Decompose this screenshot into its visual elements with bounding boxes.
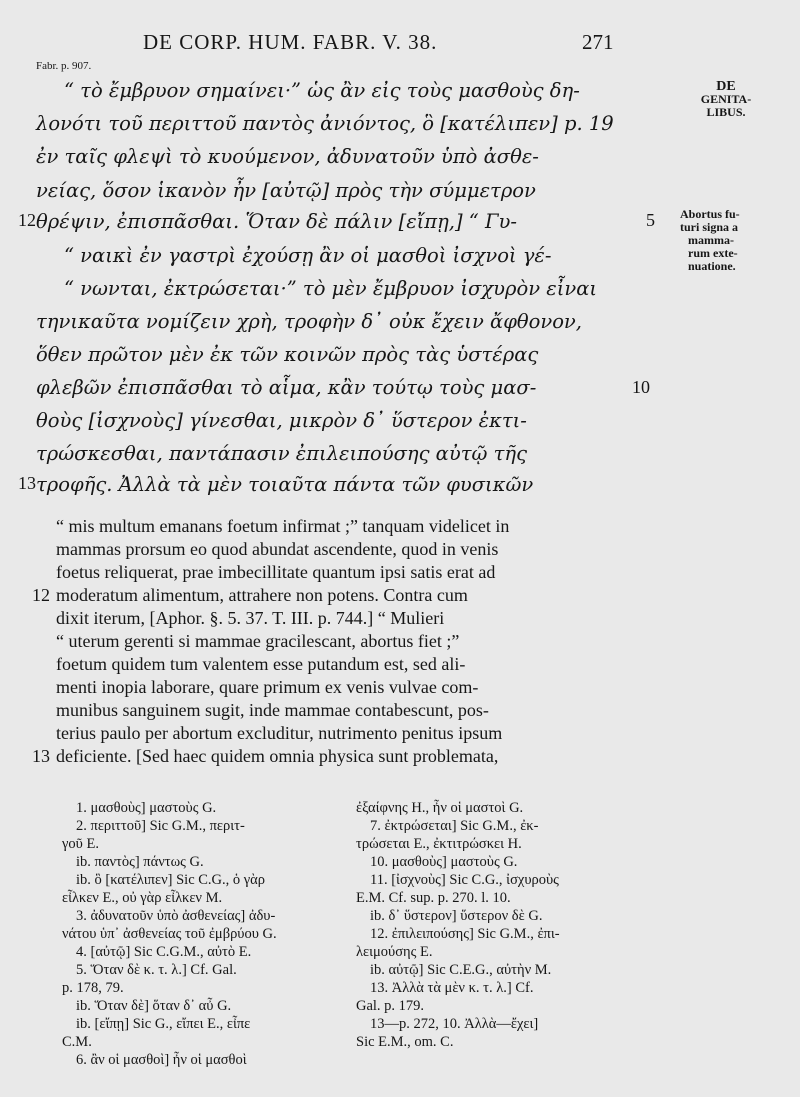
sidenote-abortus [680, 208, 740, 273]
greek-line: “ τὸ ἔμβρυον σημαίνει·” ὡς ἂν εἰς τοὺς μασθοὺς δη- [64, 79, 580, 102]
line-number: 13 [18, 473, 36, 493]
footnote-left: 3. ἀδυνατοῦν ὑπὸ ἀσθενείας] ἀδυ- [76, 908, 276, 924]
footnote-left: 6. ἂν οἱ μασθοὶ] ἦν οἱ μασθοὶ [76, 1052, 247, 1068]
sidenote-line: LIBUS. [706, 105, 746, 119]
greek-line: τρώσκεσθαι, παντάπασιν ἐπιλειπούσης αὐτῷ τῆς [36, 442, 527, 465]
latin-line: menti inopia laborare, quare primum ex venis vulvae com- [56, 677, 479, 697]
footnote-right: 7. ἐκτρώσεται] Sic G.M., ἐκ- [370, 818, 539, 834]
greek-line: ἐν ταῖς φλεψὶ τὸ κυούμενον, ἀδυνατοῦν ὑπὸ ἀσθε- [36, 145, 539, 168]
footnote-left: p. 178, 79. [62, 980, 124, 996]
footnote-right: λειμούσης E. [356, 944, 433, 960]
footnote-right: Gal. p. 179. [356, 998, 425, 1014]
sidenote-line: GENITA- [700, 92, 752, 106]
running-title: DE CORP. HUM. FABR. V. 38. [143, 30, 438, 54]
latin-line: mammas prorsum eo quod abundat ascendente, quod in venis [56, 539, 499, 559]
greek-line: τροφῆς. Ἀλλὰ τὰ μὲν τοιαῦτα πάντα τῶν φυσικῶν [36, 473, 534, 496]
sidenote-line: nuatione. [688, 259, 736, 273]
latin-line: deficiente. [Sed haec quidem omnia physica sunt problemata, [56, 746, 499, 766]
footnote-left: ib. [εἴπῃ] Sic G., εἴπει E., εἶπε [76, 1016, 251, 1032]
footnote-right: Sic E.M., om. C. [356, 1034, 454, 1050]
greek-line: θρέψιν, ἐπισπᾶσθαι. Ὅταν δὲ πάλιν [εἴπῃ,] “ Γυ- [36, 210, 517, 233]
footnote-right: 13. Ἀλλὰ τὰ μὲν κ. τ. λ.] Cf. [370, 980, 534, 996]
latin-line: moderatum alimentum, attrahere non potens. Contra cum [56, 585, 468, 605]
sidenote-line: mamma- [688, 233, 734, 247]
line-number: 12 [18, 210, 36, 230]
footnote-right: ib. αὐτῷ] Sic C.E.G., αὐτὴν M. [370, 962, 552, 978]
greek-line: “ ναικὶ ἐν γαστρὶ ἐχούσῃ ἂν οἱ μασθοὶ ἰσχνοὶ γέ- [64, 244, 552, 267]
footnote-left: ib. Ὅταν δὲ] ὅταν δ᾽ αὖ G. [76, 998, 232, 1014]
sidenote-line: rum exte- [688, 246, 738, 260]
sidenote-line: Abortus fu- [680, 207, 740, 221]
footnote-left: νάτου ὑπ᾽ ἀσθενείας τοῦ ἐμβρύου G. [62, 926, 277, 942]
latin-line: foetus reliquerat, prae imbecillitate quantum ipsi satis erat ad [56, 562, 496, 582]
footnote-right: 11. [ἰσχνοὺς] Sic C.G., ἰσχυροὺς [370, 872, 559, 888]
page-number: 271 [582, 30, 614, 54]
footnote-right: 13—p. 272, 10. Ἀλλὰ—ἔχει] [370, 1016, 539, 1032]
footnote-left: 5. Ὅταν δὲ κ. τ. λ.] Cf. Gal. [76, 962, 237, 978]
footnote-right: τρώσεται E., ἐκτιτρώσκει H. [356, 836, 522, 852]
line-number-right: 5 [646, 210, 655, 230]
footnote-left: ib. παντὸς] πάντως G. [76, 854, 204, 870]
fabr-reference: Fabr. p. 907. [36, 60, 92, 72]
greek-line: ὅθεν πρῶτον μὲν ἐκ τῶν κοινῶν πρὸς τὰς ὑστέρας [36, 343, 539, 366]
latin-line: dixit iterum, [Aphor. §. 5. 37. T. III. p. 744.] “ Mulieri [56, 608, 445, 628]
footnote-left: εἶλκεν E., οὐ γὰρ εἶλκεν M. [62, 890, 223, 906]
sidenote-de-genitalibus [686, 80, 766, 119]
greek-line: φλεβῶν ἐπισπᾶσθαι τὸ αἷμα, κἂν τούτῳ τοὺς μασ- [36, 376, 537, 399]
footnote-left: 1. μασθοὺς] μαστοὺς G. [76, 800, 217, 816]
footnote-right: 10. μασθοὺς] μαστοὺς G. [370, 854, 518, 870]
line-number: 13 [32, 746, 50, 766]
footnote-left: 4. [αὐτῷ] Sic C.G.M., αὐτὸ E. [76, 944, 252, 960]
greek-line: τηνικαῦτα νομίζειν χρὴ, τροφὴν δ᾽ οὐκ ἔχειν ἄφθονον, [36, 310, 582, 333]
footnote-right: ib. δ᾽ ὕστερον] ὕστερον δὲ G. [370, 908, 543, 924]
footnote-left: C.M. [62, 1034, 92, 1050]
footnote-left: γοῦ E. [62, 836, 99, 852]
footnote-left: ib. ὃ [κατέλιπεν] Sic C.G., ὁ γὰρ [76, 872, 266, 888]
line-number-right: 10 [632, 377, 650, 397]
footnote-right: ἐξαίφνης H., ἦν οἱ μαστοὶ G. [356, 800, 524, 816]
greek-line: νείας, ὅσον ἱκανὸν ἦν [αὐτῷ] πρὸς τὴν σύμμετρον [36, 179, 536, 202]
greek-line: λονότι τοῦ περιττοῦ παντὸς ἀνιόντος, ὃ [κατέλιπεν] p. 19 [36, 112, 614, 135]
footnote-right: E.M. Cf. sup. p. 270. l. 10. [356, 890, 511, 906]
greek-line: “ νωνται, ἐκτρώσεται·” τὸ μὲν ἔμβρυον ἰσχυρὸν εἶναι [64, 277, 598, 300]
latin-line: “ mis multum emanans foetum infirmat ;” tanquam videlicet in [56, 516, 510, 536]
footnote-right: 12. ἐπιλειπούσης] Sic G.M., ἐπι- [370, 926, 560, 942]
latin-line: foetum quidem tum valentem esse putandum est, sed ali- [56, 654, 466, 674]
sidenote-line: DE [716, 79, 736, 94]
latin-line: terius paulo per abortum excluditur, nutrimento penitus ipsum [56, 723, 503, 743]
latin-line: “ uterum gerenti si mammae gracilescant, abortus fiet ;” [56, 631, 460, 651]
line-number: 12 [32, 585, 50, 605]
greek-line: θοὺς [ἰσχνοὺς] γίνεσθαι, μικρὸν δ᾽ ὕστερον ἐκτι- [36, 409, 527, 432]
sidenote-line: turi signa a [680, 220, 739, 234]
footnote-left: 2. περιττοῦ] Sic G.M., περιτ- [76, 818, 245, 834]
latin-line: munibus sanguinem sugit, inde mammae contabescunt, pos- [56, 700, 489, 720]
